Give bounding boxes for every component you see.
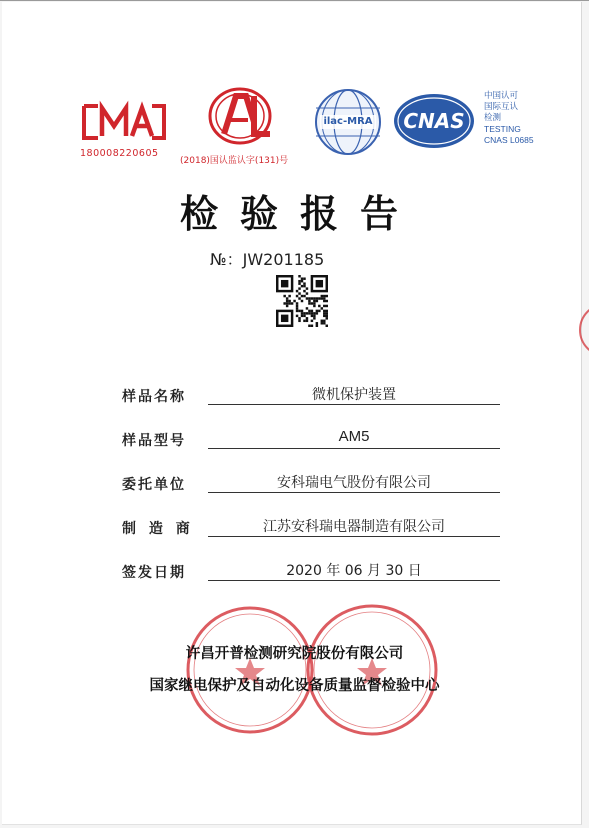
scan-edge — [0, 0, 589, 1]
qr-code — [276, 275, 328, 327]
cma-mark-icon — [78, 98, 170, 144]
field-value-sample-model: AM5 — [338, 428, 370, 445]
seal-stamp-right — [300, 598, 445, 743]
field-label-manufacturer: 制 造 商 — [122, 521, 194, 537]
field-value-issue-date: 2020 年 06 月 30 日 — [286, 563, 422, 579]
field-value-sample-name: 微机保护装置 — [312, 387, 396, 403]
cnas-logo — [392, 88, 484, 154]
field-underline — [208, 492, 500, 493]
seal-stamp-icon — [300, 598, 445, 743]
cnas-text-line: 中国认可 — [484, 91, 519, 101]
cnas-text-line: CNAS L0685 — [484, 135, 534, 145]
cnas-text — [484, 91, 554, 146]
edge-seal-fragment — [576, 300, 589, 360]
cnas-text-line: TESTING — [484, 124, 521, 134]
report-number: №：JW201185 — [210, 250, 325, 269]
issuer-line-2: 国家继电保护及自动化设备质量监督检验中心 — [149, 678, 440, 694]
field-label-sample-name: 样品名称 — [122, 389, 186, 405]
cnas-text-line: 检测 — [484, 113, 502, 123]
seal-stamp-icon — [180, 600, 320, 740]
field-label-sample-model: 样品型号 — [122, 433, 186, 449]
seal-fragment-icon — [576, 300, 589, 360]
field-label-issue-date: 签发日期 — [122, 565, 186, 581]
field-value-manufacturer: 江苏安科瑞电器制造有限公司 — [263, 519, 445, 535]
cma-logo — [78, 98, 170, 158]
seal-stamp-left — [180, 600, 320, 740]
page-title: 检验报告 — [179, 192, 420, 236]
field-underline — [208, 580, 500, 581]
ilac-logo — [312, 86, 384, 158]
ilac-word: ilac-MRA — [323, 116, 373, 127]
cal-logo — [180, 82, 308, 166]
cal-mark-icon — [196, 82, 308, 146]
field-value-client: 安科瑞电气股份有限公司 — [277, 475, 431, 491]
field-underline — [208, 448, 500, 449]
issuer-line-1: 许昌开普检测研究院股份有限公司 — [185, 646, 404, 662]
cnas-word: CNAS — [403, 109, 465, 133]
field-underline — [208, 404, 500, 405]
qr-code-icon — [276, 275, 328, 327]
cma-code: 180008220605 — [80, 148, 159, 159]
field-label-client: 委托单位 — [122, 477, 186, 493]
cal-caption: (2018)国认监认字(131)号 — [180, 156, 289, 166]
field-underline — [208, 536, 500, 537]
cnas-text-line: 国际互认 — [484, 102, 519, 112]
